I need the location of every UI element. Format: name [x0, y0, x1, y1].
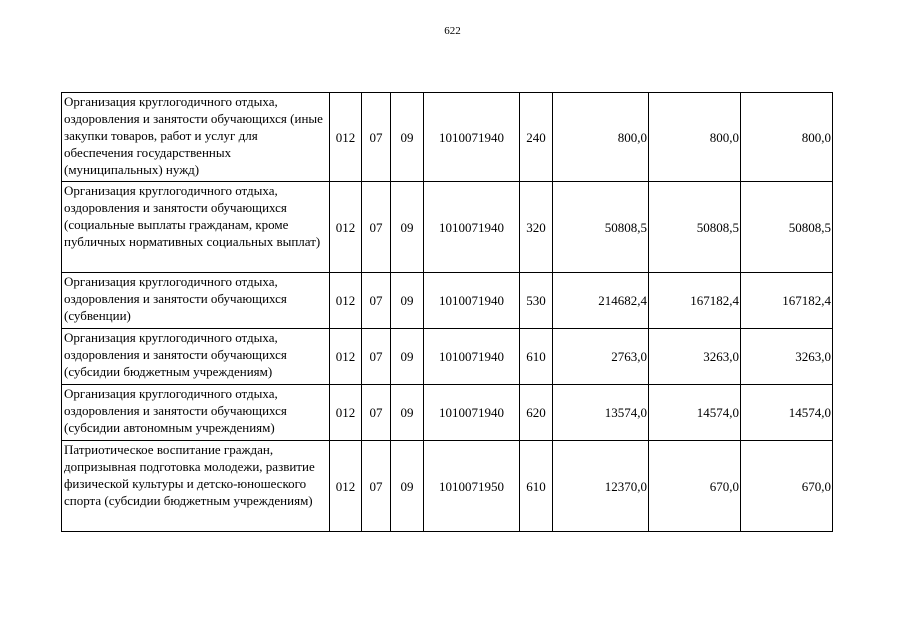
expense-type-code: 610 [520, 329, 553, 385]
amount-year-3: 670,0 [741, 441, 833, 532]
section-code: 07 [362, 273, 391, 329]
expense-type-code: 620 [520, 385, 553, 441]
amount-year-2: 800,0 [649, 93, 741, 182]
section-code: 07 [362, 93, 391, 182]
subsection-code: 09 [391, 93, 424, 182]
budget-table [61, 92, 833, 532]
amount-year-3: 50808,5 [741, 182, 833, 273]
amount-year-2: 3263,0 [649, 329, 741, 385]
amount-year-2: 670,0 [649, 441, 741, 532]
target-article-code: 1010071940 [424, 329, 520, 385]
subsection-code: 09 [391, 441, 424, 532]
ministry-code: 012 [330, 273, 362, 329]
table-row [62, 329, 833, 385]
section-code: 07 [362, 385, 391, 441]
ministry-code: 012 [330, 93, 362, 182]
table-row [62, 441, 833, 532]
subsection-code: 09 [391, 273, 424, 329]
expense-type-code: 320 [520, 182, 553, 273]
ministry-code: 012 [330, 182, 362, 273]
amount-year-1: 50808,5 [553, 182, 649, 273]
subsection-code: 09 [391, 329, 424, 385]
amount-year-1: 13574,0 [553, 385, 649, 441]
target-article-code: 1010071940 [424, 273, 520, 329]
amount-year-3: 14574,0 [741, 385, 833, 441]
target-article-code: 1010071940 [424, 182, 520, 273]
target-article-code: 1010071940 [424, 93, 520, 182]
row-name: Организация круглогодичного отдыха, оздоровления и занятости обучающихся (субсидии бюджетным учреждениям) [62, 329, 330, 385]
ministry-code: 012 [330, 385, 362, 441]
ministry-code: 012 [330, 441, 362, 532]
page-number: 622 [444, 25, 461, 37]
row-name: Организация круглогодичного отдыха, оздоровления и занятости обучающихся (субвенции) [62, 273, 330, 329]
amount-year-2: 14574,0 [649, 385, 741, 441]
expense-type-code: 530 [520, 273, 553, 329]
amount-year-2: 50808,5 [649, 182, 741, 273]
row-name: Патриотическое воспитание граждан, допризывная подготовка молодежи, развитие физической культуры и детско-юношеского спорта (субсидии бюджетным учреждениям) [62, 441, 330, 532]
ministry-code: 012 [330, 329, 362, 385]
table-row [62, 385, 833, 441]
amount-year-1: 800,0 [553, 93, 649, 182]
amount-year-2: 167182,4 [649, 273, 741, 329]
subsection-code: 09 [391, 385, 424, 441]
row-name: Организация круглогодичного отдыха, оздоровления и занятости обучающихся (субсидии автономным учреждениям) [62, 385, 330, 441]
target-article-code: 1010071950 [424, 441, 520, 532]
expense-type-code: 240 [520, 93, 553, 182]
table-row [62, 273, 833, 329]
section-code: 07 [362, 329, 391, 385]
amount-year-1: 214682,4 [553, 273, 649, 329]
row-name: Организация круглогодичного отдыха, оздоровления и занятости обучающихся (иные закупки товаров, работ и услуг для обеспечения государственных (муниципальных) нужд) [62, 93, 330, 182]
table-row [62, 182, 833, 273]
subsection-code: 09 [391, 182, 424, 273]
amount-year-1: 12370,0 [553, 441, 649, 532]
amount-year-3: 3263,0 [741, 329, 833, 385]
amount-year-3: 800,0 [741, 93, 833, 182]
section-code: 07 [362, 441, 391, 532]
amount-year-3: 167182,4 [741, 273, 833, 329]
amount-year-1: 2763,0 [553, 329, 649, 385]
section-code: 07 [362, 182, 391, 273]
row-name: Организация круглогодичного отдыха, оздоровления и занятости обучающихся (социальные выплаты гражданам, кроме публичных нормативных социальных выплат) [62, 182, 330, 273]
target-article-code: 1010071940 [424, 385, 520, 441]
table-row [62, 93, 833, 182]
expense-type-code: 610 [520, 441, 553, 532]
